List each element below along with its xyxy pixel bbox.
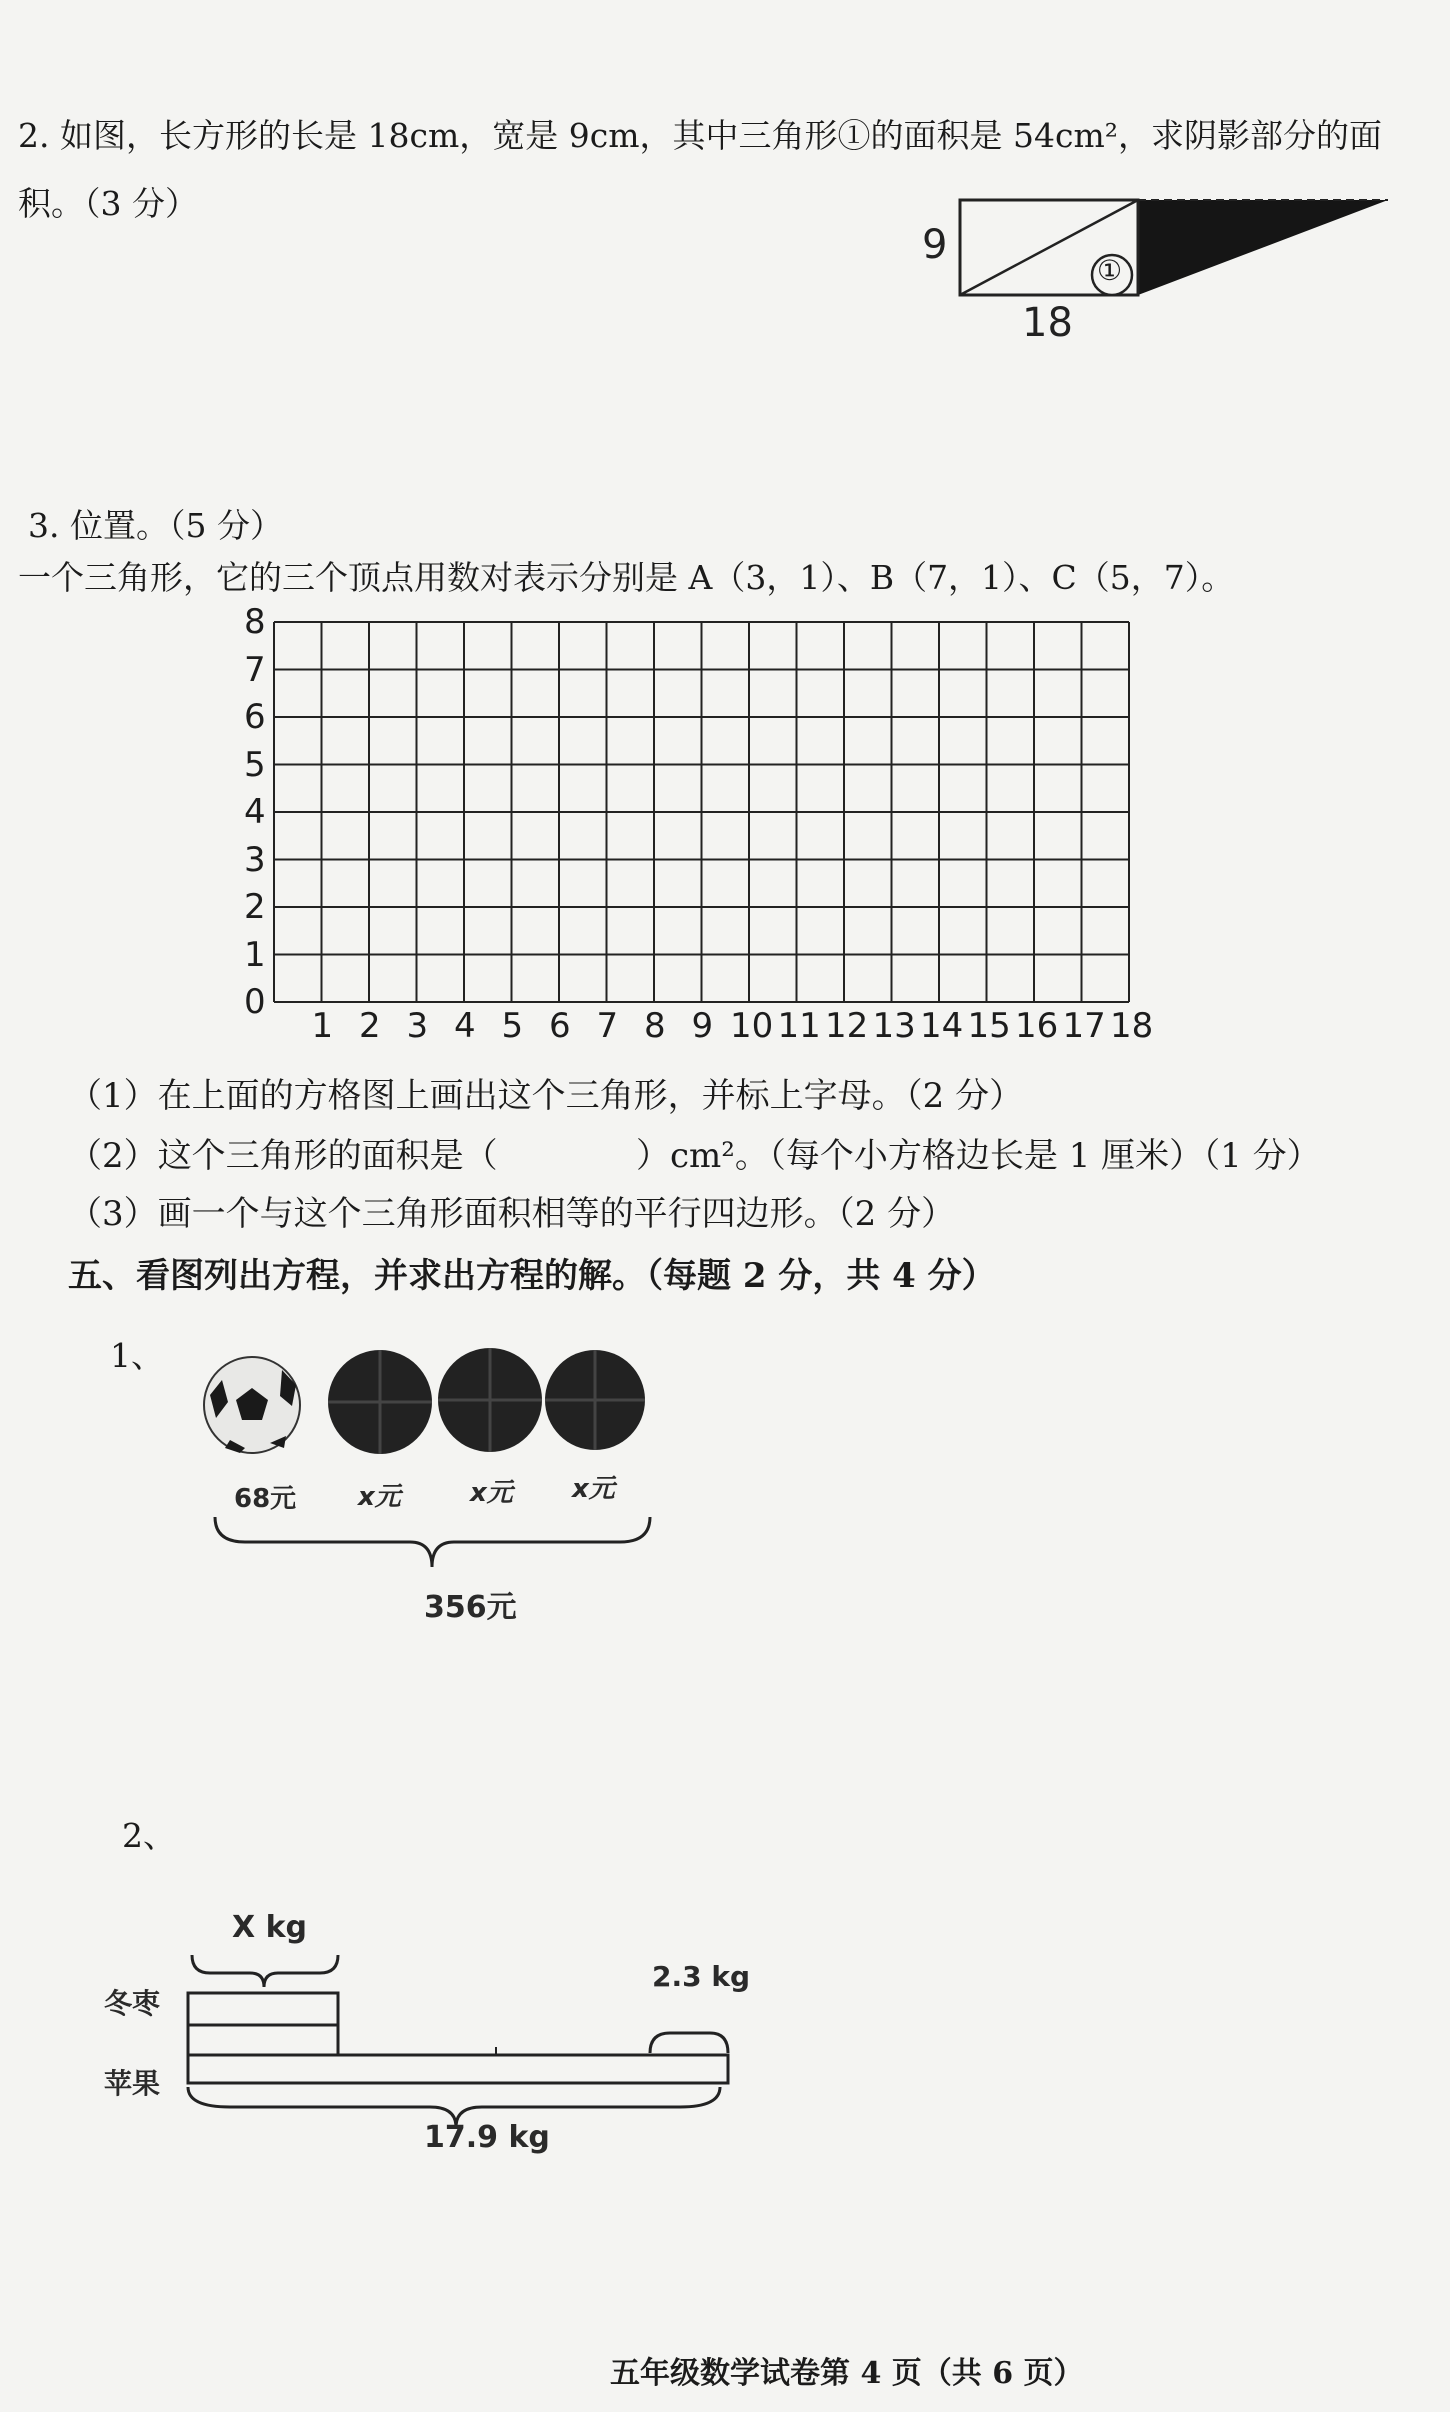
q3-area-answer-blank[interactable] [520, 1160, 630, 1162]
extra-brace [650, 2033, 728, 2053]
q3-title: 3. 位置。（5 分） [28, 506, 283, 545]
x-tick-label: 3 [406, 1006, 429, 1046]
q3-sub1: （1）在上面的方格图上画出这个三角形，并标上字母。（2 分） [68, 1076, 1024, 1116]
x-tick-label: 2 [359, 1006, 381, 1046]
y-tick-label: 7 [244, 649, 266, 690]
x-tick-label: 4 [454, 1006, 476, 1046]
section5-title: 五、看图列出方程，并求出方程的解。（每题 2 分，共 4 分） [68, 1256, 996, 1296]
p2-number: 2、 [122, 1816, 176, 1855]
x-tick-label: 14 [920, 1006, 964, 1046]
soccer-ball-icon [204, 1357, 300, 1453]
x-tick-label: 17 [1062, 1006, 1106, 1046]
p1-price-2: x元 [358, 1482, 401, 1512]
x-tick-label: 5 [501, 1006, 524, 1046]
bottom-brace [188, 2087, 720, 2125]
p2-bar-diagram [180, 1945, 740, 2125]
x-tick-label: 8 [644, 1006, 666, 1046]
p2-row1-label: 冬枣 [104, 1987, 161, 2020]
x-tick-label: 9 [691, 1006, 714, 1046]
x-tick-label: 18 [1110, 1006, 1154, 1046]
dongzao-bar [188, 1993, 338, 2025]
p2-top-label: X kg [232, 1910, 307, 1945]
q3-sub3: （3）画一个与这个三角形面积相等的平行四边形。（2 分） [68, 1194, 956, 1234]
basketball-icon [438, 1348, 542, 1452]
q2-width-label: 9 [922, 222, 948, 268]
p1-price-3: x元 [470, 1478, 513, 1508]
basketball-icon [328, 1350, 432, 1454]
basketball-icon [545, 1350, 645, 1450]
y-tick-label: 8 [244, 602, 266, 642]
coordinate-grid[interactable] [272, 620, 1152, 1020]
top-brace [192, 1955, 338, 1987]
p1-price-1: 68元 [234, 1484, 297, 1514]
p1-total-label: 356元 [424, 1590, 517, 1625]
x-tick-label: 10 [730, 1006, 774, 1046]
x-tick-label: 12 [825, 1006, 869, 1046]
x-tick-label: 7 [596, 1006, 619, 1046]
x-tick-label: 16 [1015, 1006, 1059, 1046]
q2-rectangle-figure [900, 185, 1400, 335]
y-tick-label: 3 [244, 839, 266, 880]
p1-total-brace [210, 1512, 660, 1582]
x-tick-label: 13 [872, 1006, 916, 1046]
q2-text-line1: 2. 如图，长方形的长是 18cm，宽是 9cm，其中三角形①的面积是 54cm²，求阴影部分的面 [18, 116, 1382, 155]
y-tick-label: 4 [244, 792, 266, 832]
q3-sub2b: ）cm²。（每个小方格边长是 1 厘米）（1 分） [636, 1136, 1321, 1176]
p2-row2-label: 苹果 [104, 2067, 161, 2100]
p2-extra-label: 2.3 kg [652, 1960, 751, 1993]
q2-length-label: 18 [1022, 300, 1073, 346]
q2-text-line2: 积。（3 分） [18, 184, 198, 223]
p1-balls [200, 1340, 650, 1460]
x-tick-label: 6 [549, 1006, 571, 1046]
y-tick-label: 0 [244, 982, 266, 1022]
p2-total-label: 17.9 kg [424, 2120, 550, 2155]
y-tick-label: 1 [244, 934, 266, 975]
p1-number: 1、 [110, 1336, 164, 1375]
y-tick-label: 2 [244, 887, 266, 927]
y-tick-label: 6 [244, 697, 266, 737]
x-tick-label: 1 [311, 1006, 334, 1046]
q3-sub2a: （2）这个三角形的面积是（ [68, 1136, 498, 1176]
page-footer: 五年级数学试卷第 4 页（共 6 页） [610, 2356, 1084, 2391]
q3-text: 一个三角形，它的三个顶点用数对表示分别是 A（3，1）、B（7，1）、C（5，7）。 [18, 558, 1235, 597]
p1-price-4: x元 [572, 1474, 615, 1504]
apple-bar [188, 2055, 728, 2083]
y-tick-label: 5 [244, 744, 266, 785]
q2-circle-label: ① [1097, 254, 1123, 287]
x-tick-label: 11 [777, 1006, 821, 1046]
x-tick-label: 15 [967, 1006, 1011, 1046]
shaded-triangle [1138, 200, 1388, 295]
